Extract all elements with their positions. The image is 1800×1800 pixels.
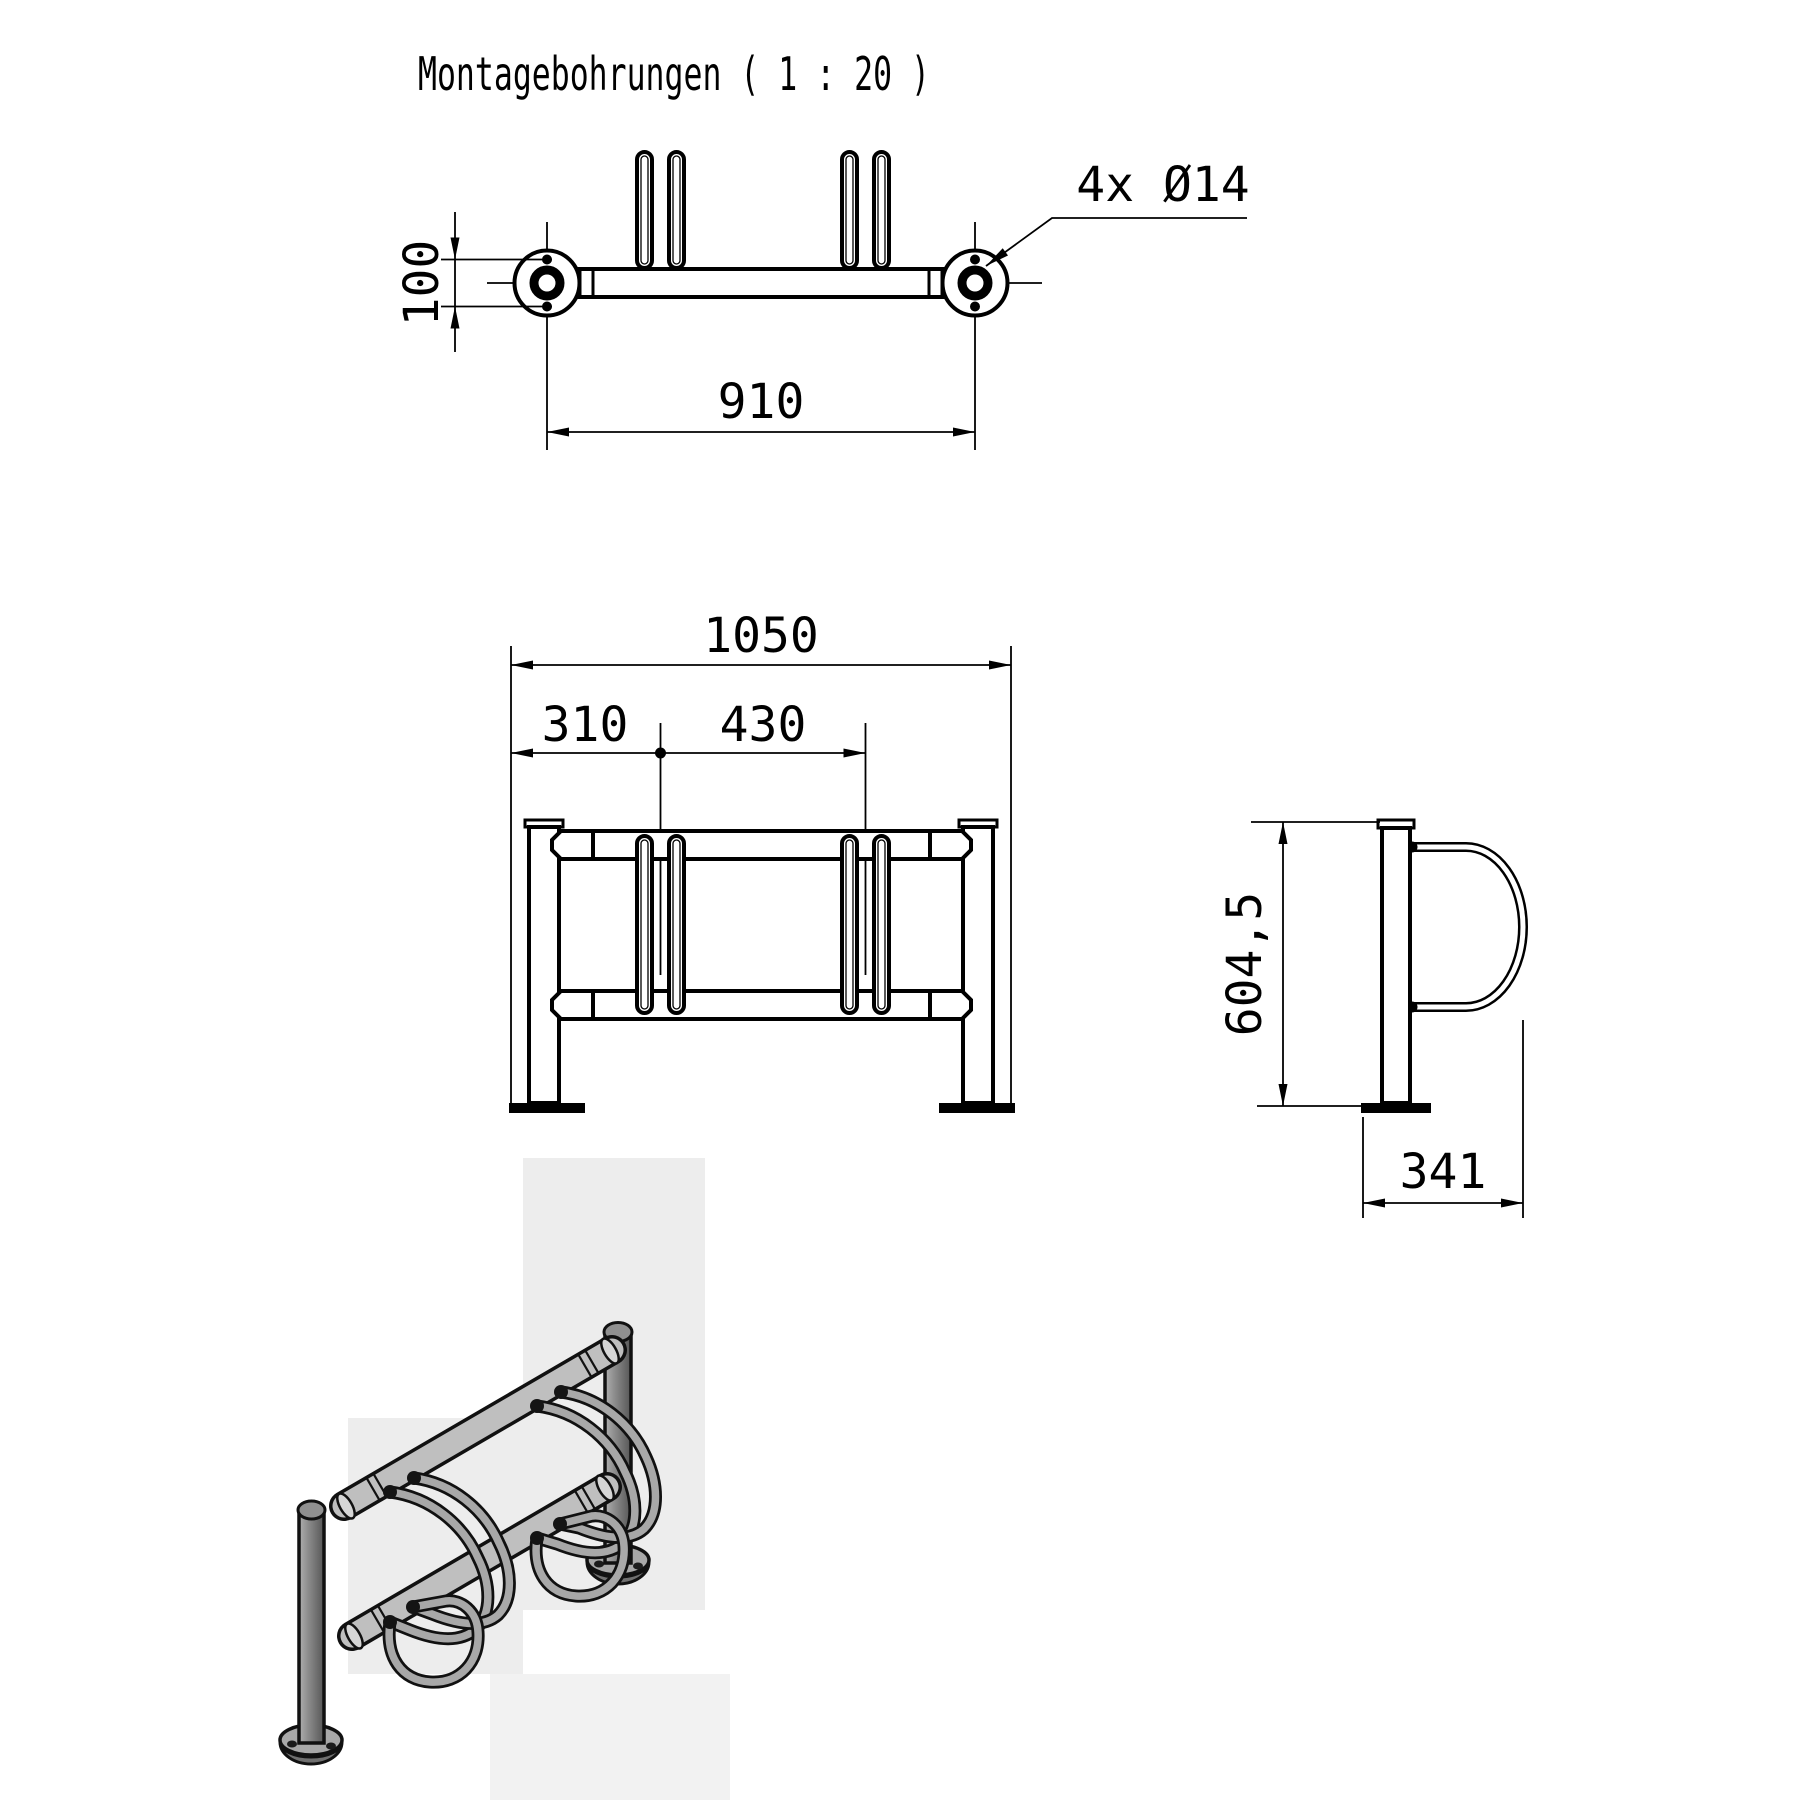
base-plate-side [1361, 1103, 1431, 1113]
base-plate-left [509, 1103, 585, 1113]
hole-callout-label: 4x Ø14 [1076, 157, 1250, 213]
dim-310-label: 310 [541, 697, 629, 753]
flange-bolt-hole [633, 1563, 643, 1570]
flange-bolt-hole [287, 1741, 297, 1748]
dim-100-label: 100 [394, 239, 450, 327]
dim-910-label: 910 [717, 374, 805, 430]
post-right [963, 827, 993, 1103]
flange-bolt-hole [326, 1743, 336, 1750]
dim-604-5-label: 604,5 [1217, 891, 1273, 1037]
backdrop-step [490, 1674, 730, 1800]
iso-post-left [298, 1501, 325, 1743]
top-rail [552, 831, 971, 859]
post-left [529, 827, 559, 1103]
dim-430-label: 430 [719, 697, 807, 753]
post-side [1382, 828, 1410, 1103]
flange-bolt-hole [594, 1561, 604, 1568]
bottom-rail [552, 991, 971, 1019]
base-plate-right [939, 1103, 1015, 1113]
mounting-hole [970, 255, 980, 265]
dim-1050-label: 1050 [703, 608, 819, 664]
dimension-dot [655, 748, 666, 759]
post-top-cap [298, 1501, 325, 1519]
mounting-hole [970, 302, 980, 312]
view-title: Montagebohrungen ( 1 : 20 ) [418, 47, 930, 101]
dim-341-label: 341 [1399, 1144, 1487, 1200]
base-bar [580, 269, 943, 297]
